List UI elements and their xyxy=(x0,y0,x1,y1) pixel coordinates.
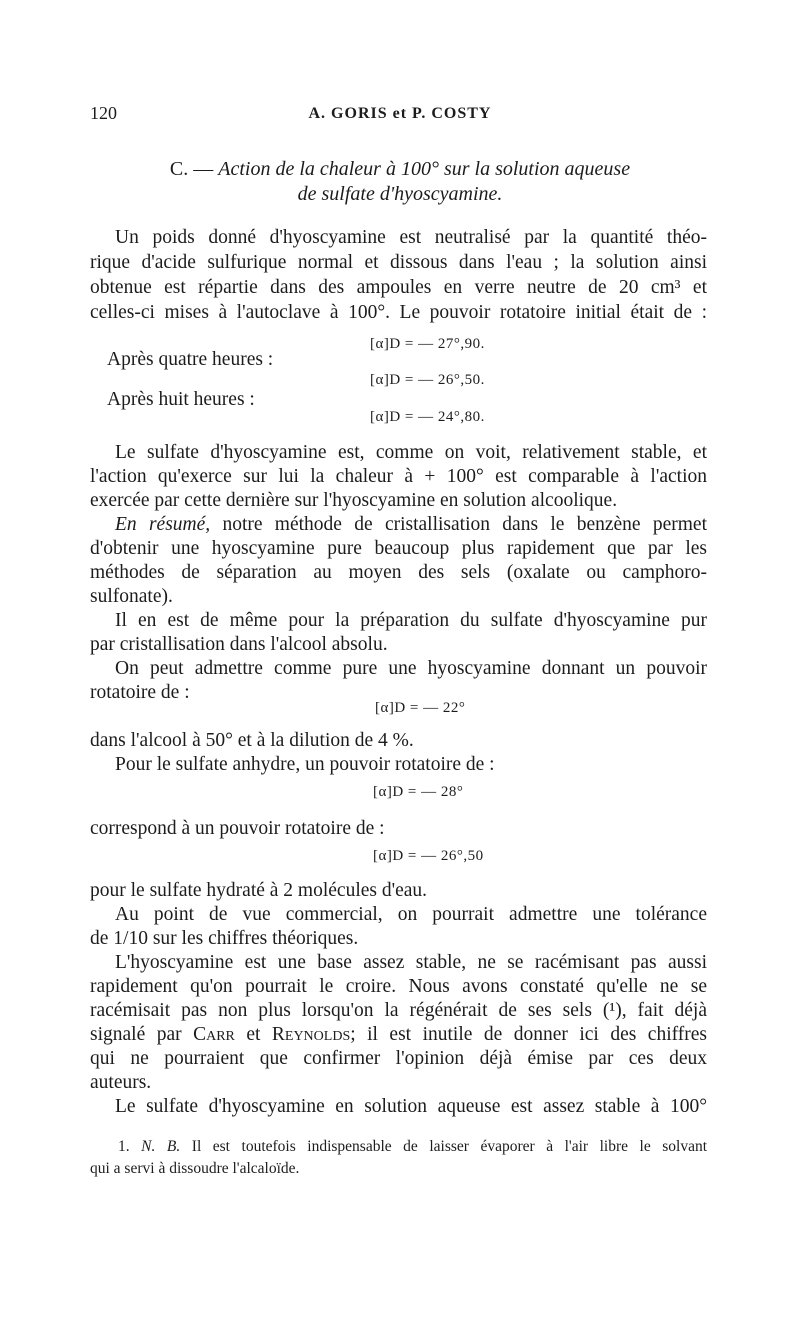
text-line: racémisait pas non plus lorsqu'on la régénérait de ses sels (¹), fait déjà xyxy=(90,1000,707,1021)
footnote-line xyxy=(90,1136,707,1158)
text-line: auteurs. xyxy=(90,1072,152,1093)
label-after-four-hours: Après quatre heures : xyxy=(107,349,274,370)
running-header-authors: A. GORIS et P. COSTY xyxy=(308,105,492,122)
text-run: ; il est inutile de donner ici des chiffres xyxy=(350,1024,707,1045)
text-line: rapidement qu'on pourrait le croire. Nous avons constaté qu'elle ne se xyxy=(90,976,707,997)
formula-pure-hyoscyamine: [α]D = — 22° xyxy=(375,700,466,716)
author-carr: Carr xyxy=(193,1024,235,1045)
text-line: exercée par cette dernière sur l'hyoscyamine en solution alcoolique. xyxy=(90,490,618,511)
section-title-line-2 xyxy=(0,183,800,206)
text-line xyxy=(90,514,707,536)
section-label: C. — xyxy=(169,158,219,180)
text-line: Le sulfate d'hyoscyamine est, comme on voit, relativement stable, et xyxy=(115,442,707,463)
page-number: 120 xyxy=(90,103,117,123)
text-run: signalé par xyxy=(90,1024,194,1045)
formula-eight-hours: [α]D = — 24°,80. xyxy=(370,409,485,425)
text-line: Pour le sulfate anhydre, un pouvoir rotatoire de : xyxy=(115,754,495,775)
en-resume-italic: En résumé, xyxy=(115,514,211,535)
text-line: rique d'acide sulfurique normal et dissous dans l'eau ; la solution ainsi xyxy=(90,252,707,273)
text-line: pour le sulfate hydraté à 2 molécules d'eau. xyxy=(90,880,428,901)
section-title-text-cont: de sulfate d'hyoscyamine. xyxy=(297,183,503,205)
text-line: On peut admettre comme pure une hyoscyamine donnant un pouvoir xyxy=(115,658,707,679)
text-line: l'action qu'exerce sur lui la chaleur à + 100° est comparable à l'action xyxy=(90,466,707,487)
text-line: celles-ci mises à l'autoclave à 100°. Le pouvoir rotatoire initial était de : xyxy=(90,302,707,323)
formula-four-hours: [α]D = — 26°,50. xyxy=(370,372,485,388)
text-line: correspond à un pouvoir rotatoire de : xyxy=(90,818,385,839)
text-line: d'obtenir une hyoscyamine pure beaucoup plus rapidement que par les xyxy=(90,538,707,559)
text-line: dans l'alcool à 50° et à la dilution de 4 %. xyxy=(90,730,414,751)
text-line: Au point de vue commercial, on pourrait admettre une tolérance xyxy=(115,904,707,925)
label-after-eight-hours: Après huit heures : xyxy=(107,389,255,410)
section-title-line-1 xyxy=(0,158,800,181)
author-reynolds: Reynolds xyxy=(271,1024,351,1045)
footnote-line: qui a servi à dissoudre l'alcaloïde. xyxy=(90,1160,300,1177)
text-line: Un poids donné d'hyoscyamine est neutralisé par la quantité théo- xyxy=(115,227,707,248)
text-line: sulfonate). xyxy=(90,586,173,607)
footnote-marker: 1. xyxy=(118,1138,142,1155)
text-line xyxy=(90,1024,707,1046)
text-line: rotatoire de : xyxy=(90,682,190,703)
text-line: par cristallisation dans l'alcool absolu. xyxy=(90,634,388,655)
text-run: et xyxy=(234,1024,272,1045)
text-line: qui ne pourraient que confirmer l'opinion déjà émise par ces deux xyxy=(90,1048,707,1069)
text-run: notre méthode de cristallisation dans le benzène permet xyxy=(210,514,707,535)
formula-hydrated-sulfate: [α]D = — 26°,50 xyxy=(373,848,484,864)
text-line: obtenue est répartie dans des ampoules en verre neutre de 20 cm³ et xyxy=(90,277,707,298)
text-run: Il est toutefois indispensable de laisser évaporer à l'air libre le solvant xyxy=(180,1138,708,1155)
formula-anhydrous-sulfate: [α]D = — 28° xyxy=(373,784,464,800)
text-line: Le sulfate d'hyoscyamine en solution aqueuse est assez stable à 100° xyxy=(115,1096,707,1117)
section-title-text: Action de la chaleur à 100° sur la solution aqueuse xyxy=(218,158,631,180)
text-line: Il en est de même pour la préparation du sulfate d'hyoscyamine pur xyxy=(115,610,707,631)
formula-initial-rotation: [α]D = — 27°,90. xyxy=(370,336,485,352)
footnote-nb: N. B. xyxy=(141,1138,181,1155)
text-line: de 1/10 sur les chiffres théoriques. xyxy=(90,928,359,949)
text-line: méthodes de séparation au moyen des sels (oxalate ou camphoro- xyxy=(90,562,707,583)
text-line: L'hyoscyamine est une base assez stable, ne se racémisant pas aussi xyxy=(115,952,707,973)
